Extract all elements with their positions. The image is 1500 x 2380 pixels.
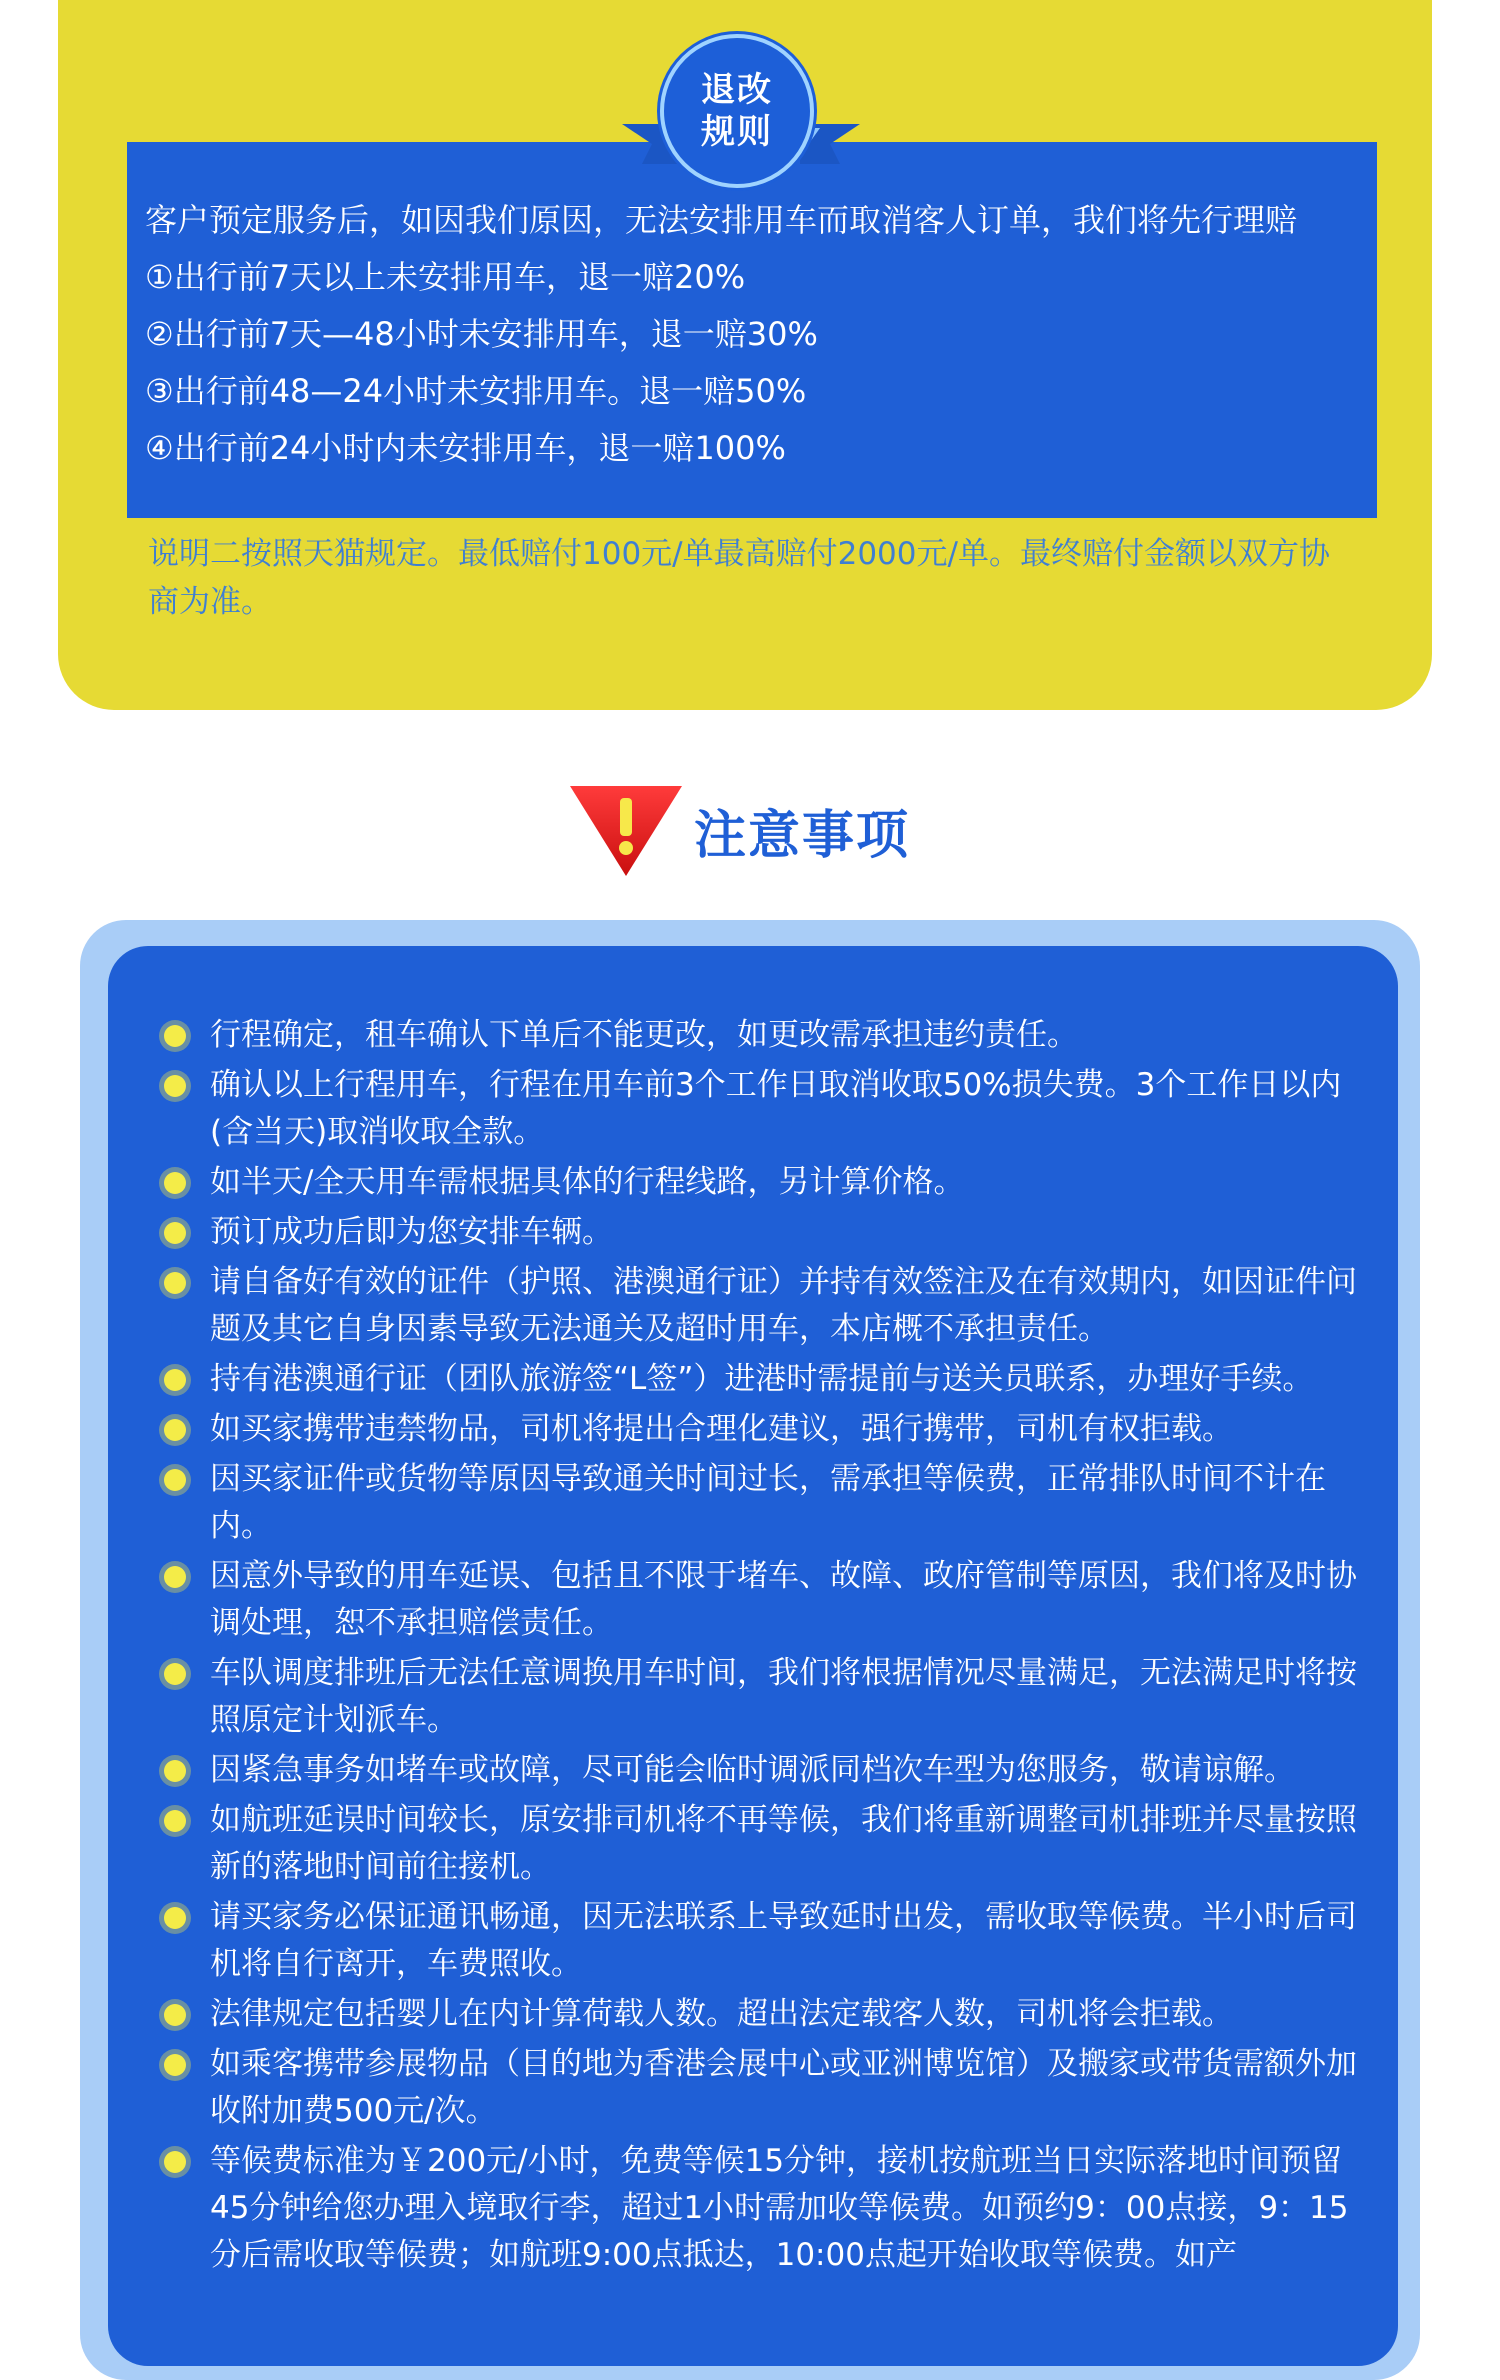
notice-item-text: 如买家携带违禁物品，司机将提出合理化建议，强行携带，司机有权拒载。 bbox=[210, 1411, 1233, 1447]
warning-triangle-icon bbox=[566, 780, 686, 880]
bullet-icon bbox=[164, 2151, 186, 2173]
badge-line2: 规则 bbox=[701, 112, 773, 152]
notice-item bbox=[164, 1747, 1358, 1794]
notice-item-text: 确认以上行程用车，行程在用车前3个工作日取消收取50%损失费。3个工作日以内(含当天)取消收取全款。 bbox=[210, 1067, 1342, 1150]
notice-item-text: 如乘客携带参展物品（目的地为香港会展中心或亚洲博览馆）及搬家或带货需额外加收附加费500元/次。 bbox=[210, 2046, 1357, 2129]
notice-item-text: 行程确定，租车确认下单后不能更改，如更改需承担违约责任。 bbox=[210, 1017, 1078, 1053]
rules-intro: 客户预定服务后，如因我们原因，无法安排用车而取消客人订单，我们将先行理赔 bbox=[145, 201, 1298, 239]
notice-item-text: 如半天/全天用车需根据具体的行程线路，另计算价格。 bbox=[210, 1164, 965, 1200]
notice-item bbox=[164, 1259, 1358, 1353]
refund-rules-box bbox=[127, 142, 1377, 518]
notice-item-text: 车队调度排班后无法任意调换用车时间，我们将根据情况尽量满足，无法满足时将按照原定计划派车。 bbox=[210, 1655, 1357, 1738]
notice-item bbox=[164, 2041, 1358, 2135]
notice-item bbox=[164, 1456, 1358, 1550]
notice-item bbox=[164, 1553, 1358, 1647]
notice-item bbox=[164, 2138, 1358, 2279]
notice-item-text: 等候费标准为￥200元/小时，免费等候15分钟，接机按航班当日实际落地时间预留45分钟给您办理入境取行李，超过1小时需加收等候费。如预约9：00点接，9：15分后需收取等候费；如航班9:00点抵达，10:00点起开始收取等候费。如产 bbox=[210, 2143, 1349, 2273]
notice-item bbox=[164, 1991, 1358, 2038]
bullet-icon bbox=[164, 1663, 186, 1685]
notice-item-text: 因紧急事务如堵车或故障，尽可能会临时调派同档次车型为您服务，敬请谅解。 bbox=[210, 1752, 1295, 1788]
notice-item bbox=[164, 1894, 1358, 1988]
notice-item-text: 因意外导致的用车延误、包括且不限于堵车、故障、政府管制等原因，我们将及时协调处理，恕不承担赔偿责任。 bbox=[210, 1558, 1357, 1641]
bullet-icon bbox=[164, 1025, 186, 1047]
notice-item bbox=[164, 1062, 1358, 1156]
bullet-icon bbox=[164, 1172, 186, 1194]
notice-item bbox=[164, 1209, 1358, 1256]
notice-item bbox=[164, 1650, 1358, 1744]
notice-heading bbox=[566, 780, 910, 880]
bullet-icon bbox=[164, 1469, 186, 1491]
notice-title: 注意事项 bbox=[694, 805, 911, 866]
badge-line1: 退改 bbox=[701, 70, 773, 110]
bullet-icon bbox=[164, 1369, 186, 1391]
notice-item bbox=[164, 1406, 1358, 1453]
notice-item bbox=[164, 1012, 1358, 1059]
notice-item-text: 因买家证件或货物等原因导致通关时间过长，需承担等候费，正常排队时间不计在内。 bbox=[210, 1461, 1326, 1544]
bullet-icon bbox=[164, 1272, 186, 1294]
notice-item-text: 持有港澳通行证（团队旅游签“L签”）进港时需提前与送关员联系，办理好手续。 bbox=[210, 1361, 1314, 1397]
notice-list bbox=[164, 1012, 1358, 2279]
rules-item: ③出行前48—24小时未安排用车。退一赔50% bbox=[145, 372, 807, 410]
bullet-icon bbox=[164, 1907, 186, 1929]
bullet-icon bbox=[164, 2054, 186, 2076]
bullet-icon bbox=[164, 1419, 186, 1441]
notice-item bbox=[164, 1356, 1358, 1403]
notice-item-text: 如航班延误时间较长，原安排司机将不再等候，我们将重新调整司机排班并尽量按照新的落地时间前往接机。 bbox=[210, 1802, 1357, 1885]
bullet-icon bbox=[164, 1075, 186, 1097]
bullet-icon bbox=[164, 1566, 186, 1588]
rules-note: 说明二按照天猫规定。最低赔付100元/单最高赔付2000元/单。最终赔付金额以双方协商为准。 bbox=[148, 536, 1330, 620]
notice-panel bbox=[108, 946, 1398, 2366]
bullet-icon bbox=[164, 1810, 186, 1832]
bullet-icon bbox=[164, 1222, 186, 1244]
rules-item: ①出行前7天以上未安排用车，退一赔20% bbox=[145, 258, 746, 296]
notice-item bbox=[164, 1797, 1358, 1891]
rules-badge bbox=[660, 34, 814, 188]
bullet-icon bbox=[164, 2004, 186, 2026]
notice-item-text: 请买家务必保证通讯畅通，因无法联系上导致延时出发，需收取等候费。半小时后司机将自行离开，车费照收。 bbox=[210, 1899, 1357, 1982]
notice-item-text: 法律规定包括婴儿在内计算荷载人数。超出法定载客人数，司机将会拒载。 bbox=[210, 1996, 1233, 2032]
rules-item: ④出行前24小时内未安排用车，退一赔100% bbox=[145, 429, 786, 467]
rules-item: ②出行前7天—48小时未安排用车，退一赔30% bbox=[145, 315, 818, 353]
notice-item-text: 请自备好有效的证件（护照、港澳通行证）并持有效签注及在有效期内，如因证件问题及其它自身因素导致无法通关及超时用车，本店概不承担责任。 bbox=[210, 1264, 1357, 1347]
notice-item bbox=[164, 1159, 1358, 1206]
notice-item-text: 预订成功后即为您安排车辆。 bbox=[210, 1214, 613, 1250]
bullet-icon bbox=[164, 1760, 186, 1782]
